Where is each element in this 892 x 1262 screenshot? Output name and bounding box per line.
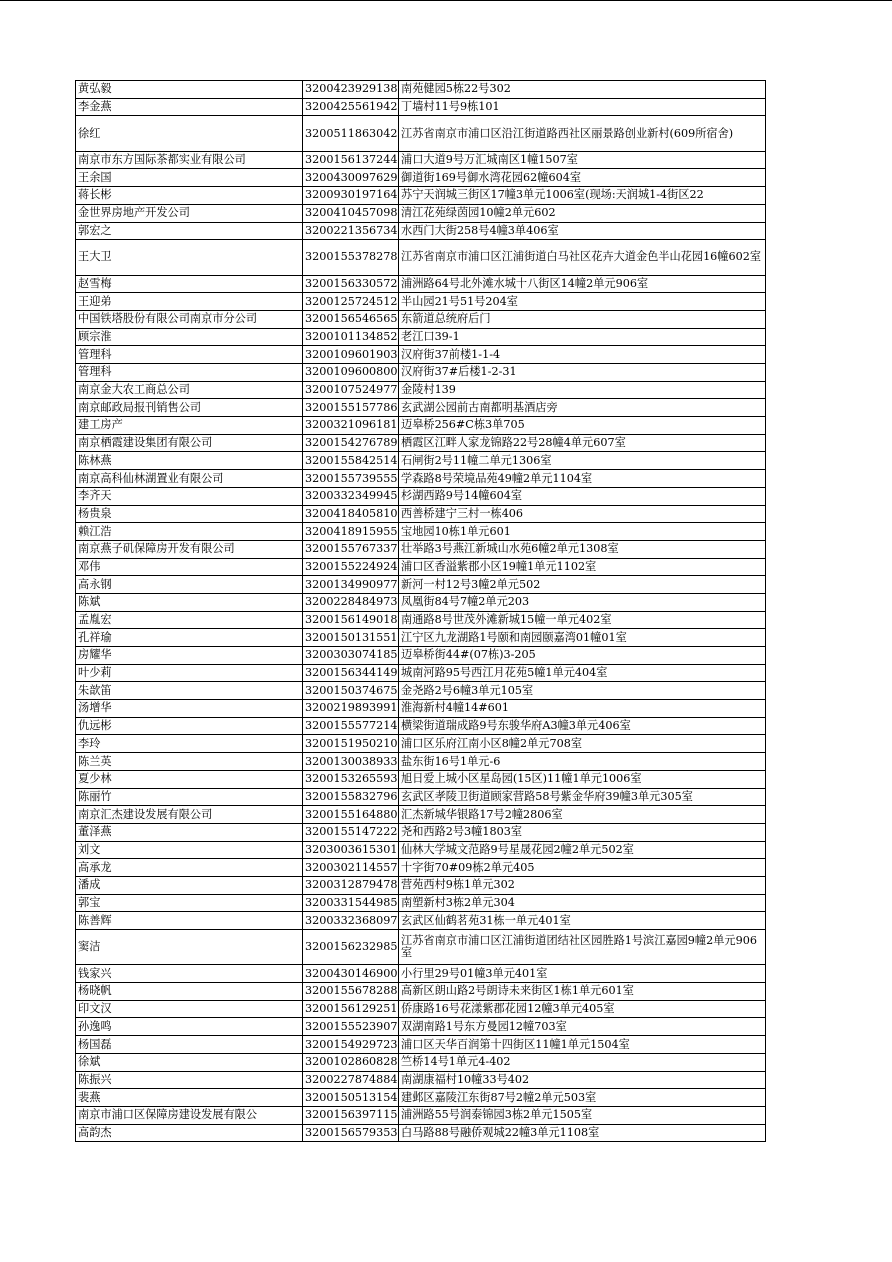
name-cell: 黄弘毅 (76, 81, 303, 99)
code-cell: 3200155678288 (303, 983, 399, 1001)
name-cell: 李金燕 (76, 98, 303, 116)
table-row (76, 930, 766, 965)
name-cell: 南京金大农工商总公司 (76, 381, 303, 399)
table-row (76, 169, 766, 187)
code-cell: 3200125724512 (303, 293, 399, 311)
table-row (76, 328, 766, 346)
table-row (76, 452, 766, 470)
table-row (76, 346, 766, 364)
name-cell: 孟胤宏 (76, 611, 303, 629)
table-row (76, 859, 766, 877)
code-cell: 3200154276789 (303, 434, 399, 452)
name-cell: 朱歆笛 (76, 682, 303, 700)
code-cell: 3200156330572 (303, 275, 399, 293)
table-row (76, 1000, 766, 1018)
table-row (76, 434, 766, 452)
name-cell: 窦洁 (76, 930, 303, 965)
address-cell: 凤凰街84号7幢2单元203 (399, 593, 766, 611)
name-cell: 陈丽竹 (76, 788, 303, 806)
table-row (76, 364, 766, 382)
table-row (76, 717, 766, 735)
address-cell: 双湖南路1号东方曼园12幢703室 (399, 1018, 766, 1036)
table-row (76, 487, 766, 505)
code-cell: 3200156232985 (303, 930, 399, 965)
table-row (76, 770, 766, 788)
name-cell: 蒋长彬 (76, 187, 303, 205)
address-cell: 高新区朗山路2号朗诗未来街区1栋1单元601室 (399, 983, 766, 1001)
name-cell: 杨国磊 (76, 1036, 303, 1054)
table-row (76, 222, 766, 240)
table-row (76, 983, 766, 1001)
table-row (76, 1053, 766, 1071)
address-cell: 盐东街16号1单元-6 (399, 753, 766, 771)
code-cell: 3200156129251 (303, 1000, 399, 1018)
table-row (76, 735, 766, 753)
name-cell: 陈斌 (76, 593, 303, 611)
table-row (76, 275, 766, 293)
name-cell: 孙逸鸣 (76, 1018, 303, 1036)
address-cell: 栖霞区江畔人家龙锦路22号28幢4单元607室 (399, 434, 766, 452)
code-cell: 3200102860828 (303, 1053, 399, 1071)
address-cell: 建邺区嘉陵江东街87号2幢2单元503室 (399, 1089, 766, 1107)
name-cell: 邓伟 (76, 558, 303, 576)
address-cell: 侨康路16号花漾紫郡花园12幢3单元405室 (399, 1000, 766, 1018)
table-row (76, 912, 766, 930)
address-cell: 金陵村139 (399, 381, 766, 399)
name-cell: 刘文 (76, 841, 303, 859)
code-cell: 3200109600800 (303, 364, 399, 382)
code-cell: 3200156546565 (303, 310, 399, 328)
name-cell: 高韵杰 (76, 1124, 303, 1142)
code-cell: 3200150131551 (303, 629, 399, 647)
address-cell: 竺桥14号1单元4-402 (399, 1053, 766, 1071)
name-cell: 南京邮政局报刊销售公司 (76, 399, 303, 417)
code-cell: 3200155157786 (303, 399, 399, 417)
name-cell: 赵雪梅 (76, 275, 303, 293)
address-cell: 迈皋桥街44#(07栋)3-205 (399, 647, 766, 665)
name-cell: 陈林燕 (76, 452, 303, 470)
code-cell: 3200109601903 (303, 346, 399, 364)
code-cell: 3200930197164 (303, 187, 399, 205)
address-cell: 横梁街道瑞成路9号东骏华府A3幢3单元406室 (399, 717, 766, 735)
name-cell: 郭宝 (76, 894, 303, 912)
code-cell: 3200418915955 (303, 523, 399, 541)
address-cell: 新河一村12号3幢2单元502 (399, 576, 766, 594)
name-cell: 钱家兴 (76, 965, 303, 983)
address-cell: 石闸街2号11幢二单元1306室 (399, 452, 766, 470)
table-row (76, 240, 766, 275)
table-row (76, 1124, 766, 1142)
address-cell: 白马路88号融侨观城22幢3单元1108室 (399, 1124, 766, 1142)
address-cell: 江苏省南京市浦口区江浦街道团结社区园胜路1号滨江嘉园9幢2单元906室 (399, 930, 766, 965)
table-row (76, 399, 766, 417)
address-cell: 汉府街37前楼1-1-4 (399, 346, 766, 364)
name-cell: 陈兰英 (76, 753, 303, 771)
name-cell: 郭宏之 (76, 222, 303, 240)
code-cell: 3200155832796 (303, 788, 399, 806)
address-cell: 旭日爱上城小区星岛园(15区)11幢1单元1006室 (399, 770, 766, 788)
address-cell: 丁墙村11号9栋101 (399, 98, 766, 116)
code-cell: 3200155164880 (303, 806, 399, 824)
code-cell: 3200302114557 (303, 859, 399, 877)
name-cell: 南京高科仙林湖置业有限公司 (76, 470, 303, 488)
table-row (76, 1018, 766, 1036)
name-cell: 管理科 (76, 346, 303, 364)
address-cell: 十字街70#09栋2单元405 (399, 859, 766, 877)
address-cell: 小行里29号01幢3单元401室 (399, 965, 766, 983)
table-row (76, 611, 766, 629)
code-cell: 3200430146900 (303, 965, 399, 983)
address-cell: 浦洲路55号润泰锦园3栋2单元1505室 (399, 1106, 766, 1124)
table-row (76, 576, 766, 594)
address-cell: 尧和西路2号3幢1803室 (399, 823, 766, 841)
name-cell: 管理科 (76, 364, 303, 382)
name-cell: 陈善辉 (76, 912, 303, 930)
name-cell: 董泽燕 (76, 823, 303, 841)
address-cell: 浦口区乐府江南小区8幢2单元708室 (399, 735, 766, 753)
table-row (76, 381, 766, 399)
name-cell: 王大卫 (76, 240, 303, 275)
code-cell: 3200410457098 (303, 204, 399, 222)
address-cell: 江苏省南京市浦口区江浦街道白马社区花卉大道金色半山花园16幢602室 (399, 240, 766, 275)
code-cell: 3200425561942 (303, 98, 399, 116)
address-cell: 玄武湖公园前古南都明基酒店旁 (399, 399, 766, 417)
address-cell: 浦口大道9号万汇城南区1幢1507室 (399, 151, 766, 169)
name-cell: 孔祥瑜 (76, 629, 303, 647)
address-cell: 学森路8号荣境品苑49幢2单元1104室 (399, 470, 766, 488)
table-row (76, 558, 766, 576)
name-cell: 李齐天 (76, 487, 303, 505)
name-cell: 南京燕子矶保障房开发有限公司 (76, 540, 303, 558)
table-row (76, 629, 766, 647)
name-cell: 房耀华 (76, 647, 303, 665)
table-row (76, 523, 766, 541)
table-row (76, 204, 766, 222)
name-cell: 徐红 (76, 116, 303, 151)
code-cell: 3200155842514 (303, 452, 399, 470)
code-cell: 3200155767337 (303, 540, 399, 558)
name-cell: 杨贵泉 (76, 505, 303, 523)
code-cell: 3200332349945 (303, 487, 399, 505)
address-cell: 南塑新村3栋2单元304 (399, 894, 766, 912)
table-row (76, 505, 766, 523)
name-cell: 建工房产 (76, 417, 303, 435)
table-row (76, 894, 766, 912)
code-cell: 3200303074185 (303, 647, 399, 665)
table-row (76, 1106, 766, 1124)
name-cell: 杨晓帆 (76, 983, 303, 1001)
table-row (76, 417, 766, 435)
address-cell: 营苑西村9栋1单元302 (399, 876, 766, 894)
table-row (76, 806, 766, 824)
table-row (76, 81, 766, 99)
table-row (76, 753, 766, 771)
address-cell: 玄武区孝陵卫街道顾家营路58号紫金华府39幢3单元305室 (399, 788, 766, 806)
address-cell: 江苏省南京市浦口区沿江街道路西社区丽景路创业新村(609所宿舍) (399, 116, 766, 151)
code-cell: 3200155378278 (303, 240, 399, 275)
code-cell: 3203003615301 (303, 841, 399, 859)
address-cell: 浦口区天华百润第十四街区11幢1单元1504室 (399, 1036, 766, 1054)
table-row (76, 293, 766, 311)
address-cell: 杉湖西路9号14幢604室 (399, 487, 766, 505)
address-cell: 城南河路95号西江月花苑5幢1单元404室 (399, 664, 766, 682)
name-cell: 南京汇杰建设发展有限公司 (76, 806, 303, 824)
name-cell: 南京市东方国际茶都实业有限公司 (76, 151, 303, 169)
table-row (76, 965, 766, 983)
name-cell: 叶少莉 (76, 664, 303, 682)
table-row (76, 1036, 766, 1054)
address-cell: 清江花苑绿茵园10幢2单元602 (399, 204, 766, 222)
table-row (76, 310, 766, 328)
table-row (76, 647, 766, 665)
address-cell: 仙林大学城文范路9号星晟花园2幢2单元502室 (399, 841, 766, 859)
name-cell: 赖江浩 (76, 523, 303, 541)
table-row (76, 151, 766, 169)
code-cell: 3200155224924 (303, 558, 399, 576)
code-cell: 3200155523907 (303, 1018, 399, 1036)
address-cell: 江宁区九龙湖路1号颐和南园颐嘉湾01幢01室 (399, 629, 766, 647)
code-cell: 3200156397115 (303, 1106, 399, 1124)
table-row (76, 682, 766, 700)
code-cell: 3200156137244 (303, 151, 399, 169)
code-cell: 3200151950210 (303, 735, 399, 753)
name-cell: 汤增华 (76, 700, 303, 718)
table-row (76, 700, 766, 718)
table-row (76, 1089, 766, 1107)
address-cell: 淮海新村4幢14#601 (399, 700, 766, 718)
table-row (76, 664, 766, 682)
code-cell: 3200312879478 (303, 876, 399, 894)
table-row (76, 187, 766, 205)
name-cell: 徐斌 (76, 1053, 303, 1071)
code-cell: 3200430097629 (303, 169, 399, 187)
name-cell: 高永钢 (76, 576, 303, 594)
code-cell: 3200155577214 (303, 717, 399, 735)
code-cell: 3200154929723 (303, 1036, 399, 1054)
table-row (76, 876, 766, 894)
address-cell: 迈皋桥256#C栋3单705 (399, 417, 766, 435)
address-cell: 玄武区仙鹤茗苑31栋一单元401室 (399, 912, 766, 930)
address-cell: 老江口39-1 (399, 328, 766, 346)
table-row (76, 841, 766, 859)
table-row (76, 98, 766, 116)
code-cell: 3200156579353 (303, 1124, 399, 1142)
name-cell: 潘成 (76, 876, 303, 894)
code-cell: 3200134990977 (303, 576, 399, 594)
name-cell: 中国铁塔股份有限公司南京市分公司 (76, 310, 303, 328)
address-cell: 宝地园10栋1单元601 (399, 523, 766, 541)
code-cell: 3200331544985 (303, 894, 399, 912)
name-cell: 夏少林 (76, 770, 303, 788)
code-cell: 3200219893991 (303, 700, 399, 718)
name-cell: 高承龙 (76, 859, 303, 877)
address-cell: 浦洲路64号北外滩水城十八街区14幢2单元906室 (399, 275, 766, 293)
code-cell: 3200332368097 (303, 912, 399, 930)
name-cell: 印文汉 (76, 1000, 303, 1018)
table-row (76, 116, 766, 151)
table-row (76, 788, 766, 806)
name-cell: 王余国 (76, 169, 303, 187)
code-cell: 3200155147222 (303, 823, 399, 841)
code-cell: 3200221356734 (303, 222, 399, 240)
code-cell: 3200156344149 (303, 664, 399, 682)
name-cell: 李玲 (76, 735, 303, 753)
address-cell: 西善桥建宁三村一栋406 (399, 505, 766, 523)
address-cell: 东箭道总统府后门 (399, 310, 766, 328)
code-cell: 3200511863042 (303, 116, 399, 151)
address-cell: 壮举路3号燕江新城山水苑6幢2单元1308室 (399, 540, 766, 558)
code-cell: 3200423929138 (303, 81, 399, 99)
table-row (76, 593, 766, 611)
address-cell: 汇杰新城华银路17号2幢2806室 (399, 806, 766, 824)
code-cell: 3200321096181 (303, 417, 399, 435)
code-cell: 3200150374675 (303, 682, 399, 700)
address-cell: 浦口区香溢紫郡小区19幢1单元1102室 (399, 558, 766, 576)
name-cell: 王迎弟 (76, 293, 303, 311)
code-cell: 3200156149018 (303, 611, 399, 629)
address-cell: 南苑健园5栋22号302 (399, 81, 766, 99)
address-cell: 半山园21号51号204室 (399, 293, 766, 311)
table-row (76, 540, 766, 558)
address-cell: 御道街169号御水湾花园62幢604室 (399, 169, 766, 187)
code-cell: 3200228484973 (303, 593, 399, 611)
name-cell: 南京市浦口区保障房建设发展有限公 (76, 1106, 303, 1124)
code-cell: 3200150513154 (303, 1089, 399, 1107)
address-cell: 南通路8号世茂外滩新城15幢一单元402室 (399, 611, 766, 629)
code-cell: 3200153265593 (303, 770, 399, 788)
records-table (75, 80, 766, 1142)
address-cell: 金尧路2号6幢3单元105室 (399, 682, 766, 700)
table-row (76, 470, 766, 488)
table-row (76, 1071, 766, 1089)
code-cell: 3200130038933 (303, 753, 399, 771)
code-cell: 3200101134852 (303, 328, 399, 346)
name-cell: 仇远彬 (76, 717, 303, 735)
records-table-body (76, 81, 766, 1142)
code-cell: 3200227874884 (303, 1071, 399, 1089)
name-cell: 顾宗淮 (76, 328, 303, 346)
address-cell: 苏宁天润城三街区17幢3单元1006室(现场:天润城1-4街区22 (399, 187, 766, 205)
address-cell: 南湖康福村10幢33号402 (399, 1071, 766, 1089)
name-cell: 陈振兴 (76, 1071, 303, 1089)
code-cell: 3200107524977 (303, 381, 399, 399)
address-cell: 水西门大街258号4幢3单406室 (399, 222, 766, 240)
table-row (76, 823, 766, 841)
page-top-border (0, 0, 892, 1)
name-cell: 金世界房地产开发公司 (76, 204, 303, 222)
code-cell: 3200155739555 (303, 470, 399, 488)
code-cell: 3200418405810 (303, 505, 399, 523)
name-cell: 南京栖霞建设集团有限公司 (76, 434, 303, 452)
name-cell: 裴燕 (76, 1089, 303, 1107)
address-cell: 汉府街37#后楼1-2-31 (399, 364, 766, 382)
